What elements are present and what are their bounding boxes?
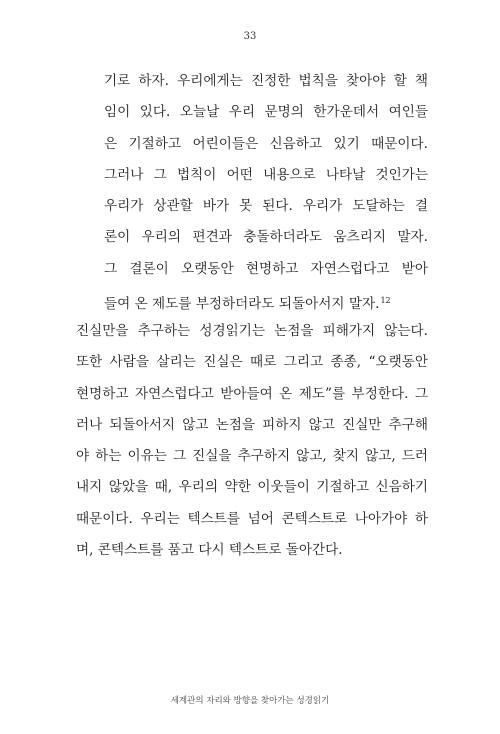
body-line: 또한 사람을 살리는 진실은 때로 그리고 종종, “오랫동안	[76, 354, 428, 371]
quote-line: 은 기절하고 어린이들은 신음하고 있기 때문이다.	[104, 135, 428, 152]
body-line: 때문이다. 우리는 텍스트를 넘어 콘텍스트로 나아가야 하	[76, 510, 428, 527]
quote-line: 임이 있다. 오늘날 우리 문명의 한가운데서 여인들	[104, 104, 428, 121]
block-quote	[104, 66, 428, 316]
footnote-marker: 12	[380, 296, 391, 306]
page-number: 33	[243, 31, 257, 42]
body-line: 현명하고 자연스럽다고 받아들여 온 제도”를 부정한다. 그	[76, 385, 428, 402]
quote-line-text: 들여 온 제도를 부정하더라도 되돌아서지 말자.	[104, 296, 380, 313]
quote-line: 기로 하자. 우리에게는 진정한 법칙을 찾아야 할 책	[104, 73, 428, 89]
quote-last-line	[104, 285, 428, 316]
body-line: 내지 않았을 때, 우리의 약한 이웃들이 기절하고 신음하기	[76, 479, 428, 496]
body-line: 러나 되돌아서지 않고 논점을 피하지 않고 진실만 추구해	[76, 416, 428, 433]
running-footer-title: 세계관의 자리와 방향을 찾아가는 성경읽기	[170, 696, 330, 706]
body-paragraph	[76, 316, 428, 566]
quote-line: 그 결론이 오랫동안 현명하고 자연스럽다고 받아	[104, 260, 428, 277]
body-line: 며, 콘텍스트를 품고 다시 텍스트로 돌아간다.	[76, 542, 343, 559]
body-line: 야 하는 이유는 그 진실을 추구하지 않고, 찾지 않고, 드러	[76, 448, 428, 465]
body-line: 진실만을 추구하는 성경읽기는 논점을 피해가지 않는다.	[76, 323, 428, 339]
quote-line: 우리가 상관할 바가 못 된다. 우리가 도달하는 결	[104, 198, 428, 215]
quote-line: 그러나 그 법칙이 어떤 내용으로 나타날 것인가는	[104, 166, 428, 183]
quote-line: 론이 우리의 편견과 충돌하더라도 움츠리지 말자.	[104, 229, 428, 246]
